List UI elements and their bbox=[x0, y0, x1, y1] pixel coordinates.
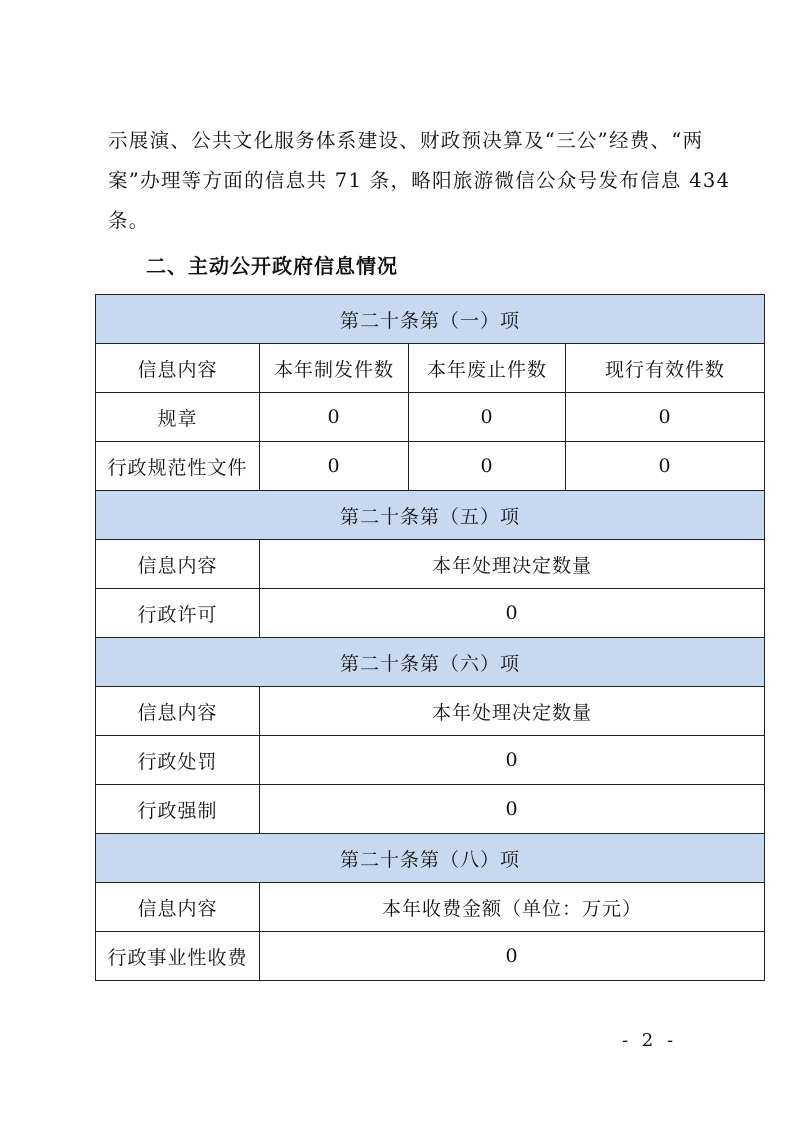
table-section-header bbox=[96, 491, 765, 540]
cell-value: 0 bbox=[566, 442, 765, 491]
disclosure-table bbox=[95, 294, 765, 981]
table-row bbox=[96, 393, 765, 442]
section-heading: 二、主动公开政府信息情况 bbox=[146, 254, 398, 278]
section-title: 第二十条第（六）项 bbox=[96, 638, 765, 687]
row-label: 行政处罚 bbox=[96, 736, 260, 785]
column-header: 信息内容 bbox=[96, 883, 260, 932]
column-header: 本年处理决定数量 bbox=[260, 540, 765, 589]
table-header-row bbox=[96, 687, 765, 736]
section-title: 第二十条第（一）项 bbox=[96, 295, 765, 344]
intro-paragraph bbox=[108, 121, 731, 241]
table-header-row bbox=[96, 883, 765, 932]
cell-value: 0 bbox=[260, 442, 409, 491]
cell-value: 0 bbox=[409, 393, 566, 442]
row-label: 行政强制 bbox=[96, 785, 260, 834]
column-header: 本年处理决定数量 bbox=[260, 687, 765, 736]
table-row bbox=[96, 785, 765, 834]
cell-value: 0 bbox=[566, 393, 765, 442]
column-header: 信息内容 bbox=[96, 540, 260, 589]
column-header: 信息内容 bbox=[96, 687, 260, 736]
cell-value: 0 bbox=[260, 393, 409, 442]
row-label: 行政规范性文件 bbox=[96, 442, 260, 491]
cell-value: 0 bbox=[260, 589, 765, 638]
row-label: 行政事业性收费 bbox=[96, 932, 260, 981]
page-number: - 2 - bbox=[622, 1030, 678, 1051]
cell-value: 0 bbox=[260, 932, 765, 981]
column-header: 本年收费金额（单位：万元） bbox=[260, 883, 765, 932]
table-header-row bbox=[96, 540, 765, 589]
section-title: 第二十条第（八）项 bbox=[96, 834, 765, 883]
table-row bbox=[96, 589, 765, 638]
section-title: 第二十条第（五）项 bbox=[96, 491, 765, 540]
cell-value: 0 bbox=[260, 785, 765, 834]
column-header: 本年制发件数 bbox=[260, 344, 409, 393]
table-section-header bbox=[96, 295, 765, 344]
column-header: 信息内容 bbox=[96, 344, 260, 393]
cell-value: 0 bbox=[260, 736, 765, 785]
row-label: 规章 bbox=[96, 393, 260, 442]
table-row bbox=[96, 442, 765, 491]
intro-line: 示展演、公共文化服务体系建设、财政预决算及“三公”经费、“两 bbox=[108, 129, 704, 152]
column-header: 本年废止件数 bbox=[409, 344, 566, 393]
cell-value: 0 bbox=[409, 442, 566, 491]
table-header-row bbox=[96, 344, 765, 393]
table-row bbox=[96, 736, 765, 785]
column-header: 现行有效件数 bbox=[566, 344, 765, 393]
row-label: 行政许可 bbox=[96, 589, 260, 638]
table-section-header bbox=[96, 834, 765, 883]
table-row bbox=[96, 932, 765, 981]
intro-line: 条。 bbox=[108, 209, 150, 232]
table-section-header bbox=[96, 638, 765, 687]
intro-line: 案”办理等方面的信息共 71 条，略阳旅游微信公众号发布信息 434 bbox=[108, 169, 731, 192]
